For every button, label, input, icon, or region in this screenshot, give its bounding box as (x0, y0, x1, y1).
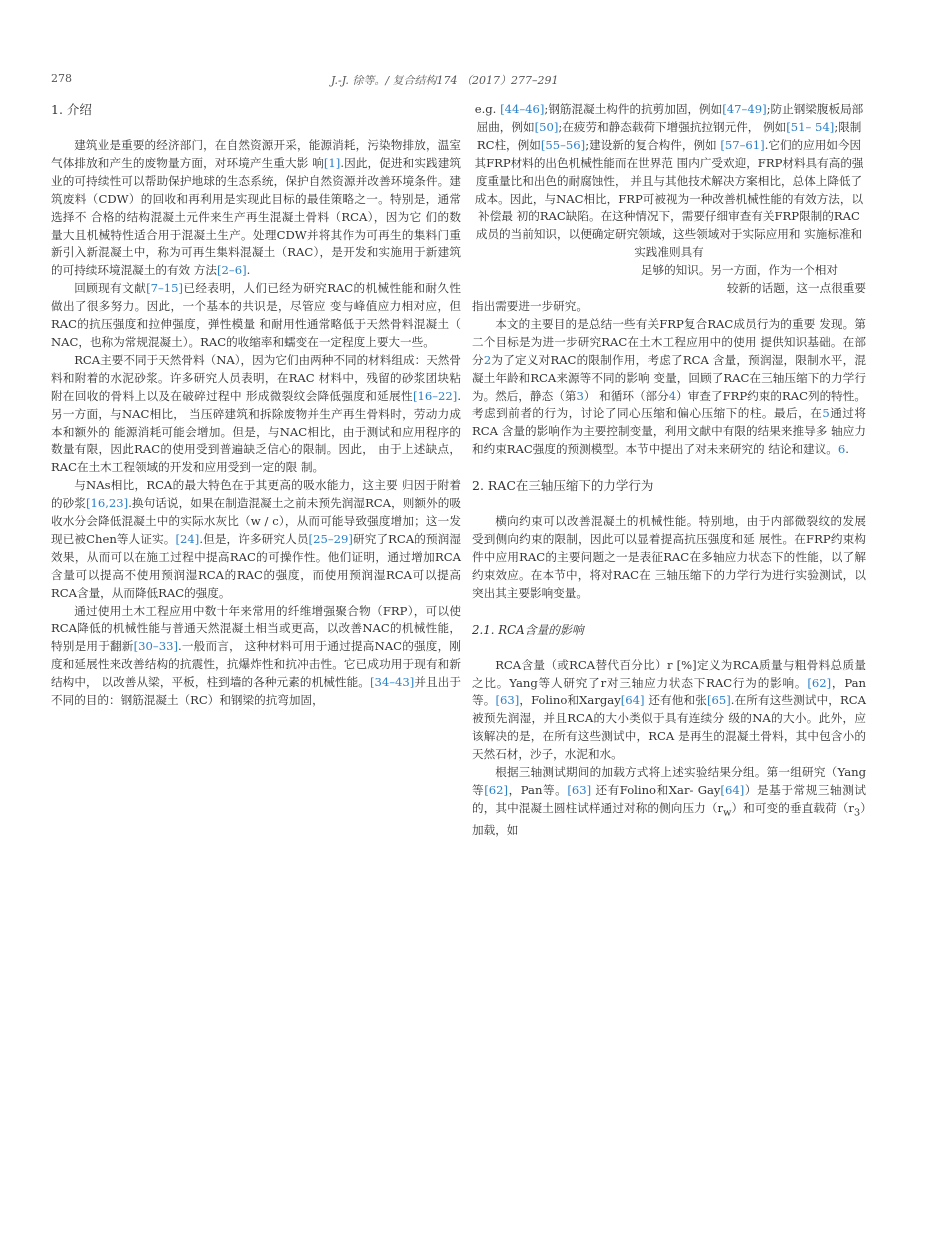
text-line: 较新的话题，这一点很重要 (726, 281, 866, 296)
citation-link[interactable]: [63] (495, 693, 520, 708)
paragraph: 横向约束可以改善混凝土的机械性能。特别地，由于内部微裂纹的发展受到侧向约束的限制，因此可以显着提高抗压强度和延 展性。在FRP约束构件中应用RAC的主要问题之一是表征RAC在多轴应力状态下的性能，以了解约束效应。在本节中，将对RAC在 三轴压缩下的力学行为进行实验测试，以突出其主要影响变量。 (472, 514, 866, 600)
citation-link[interactable]: [24] (175, 531, 200, 546)
text: 还有Folino和Xar- Gay (591, 783, 721, 797)
citation-link[interactable]: [57–61] (720, 137, 765, 152)
left-column (51, 101, 461, 710)
text: 通过将RCA 含量的影响作为主要控制变量，利用文献中有限的结果来推导多 轴应力和约束RAC强度的预测模型。本节中提出了对未来研究的 结论和建议。 (472, 406, 866, 457)
text-line: 指出需要进一步研究。 (472, 298, 588, 313)
text: 本文的主要目的是总结一些有关FRP复合RAC成员行为的重要 发现。第二个目标是为进一步研究RAC在土木工程应用中的使用 提供知识基础。在部分 (472, 316, 866, 367)
text: ） 和循环（部分 (583, 388, 669, 403)
text: RCA主要不同于天然骨料（NA），因为它们由两种不同的材料组成：天然骨料和附着的水泥砂浆。许多研究人员表明，在RAC 材料中，残留的砂浆团块粘附在回收的骨料上以及在破碎过程中 形成微裂纹会降低强度和延展性 (51, 352, 461, 403)
text: 已经表明，人们已经为研究RAC的机械性能和耐久性做出了很多努力。因此，一个基本的共识是，尽管应 变与峰值应力相对应，但RAC的抗压强度和拉伸强度，弹性模量 和耐用性通常略低于天然骨料混凝土（ NAC，也称为常规混凝土）。RAC的收缩率和蠕变在一定程度上要大一些。 (51, 281, 461, 349)
citation-link[interactable]: [55–56] (540, 137, 586, 152)
text: .一般而言， 这种材料可用于通过提高NAC的强度，刚度和延展性来改善结构的抗震性，抗爆炸性和抗冲击性。它已成功用于现有和新结构中， 以改善从梁，平板，柱到墙的各种元素的机械性能。 (51, 639, 461, 690)
citation-link[interactable]: [63] (567, 783, 592, 797)
paragraph (472, 657, 866, 764)
text: e.g. (474, 102, 501, 116)
citation-link[interactable]: [64] (720, 783, 745, 797)
section-link[interactable]: 6 (837, 442, 846, 457)
citation-link[interactable]: [16,23] (85, 496, 129, 511)
citation-link[interactable]: [16–22] (412, 388, 458, 403)
text: 回顾现有文献 (74, 281, 147, 296)
citation-link[interactable]: [64] (620, 693, 645, 708)
paragraph (472, 764, 866, 840)
text: ;建设新的复合构件，例如 (585, 137, 721, 152)
text: ，Folino和Xargay (519, 693, 621, 708)
citation-link[interactable]: [65] (706, 693, 731, 708)
citation-link[interactable]: [62] (807, 675, 832, 690)
citation-link[interactable]: [34–43] (369, 675, 415, 690)
text: 为了定义对RAC的限制作用，考虑了RCA 含量，预润湿，限制水平，混凝土年龄和RCA来源等不同的影响 变量，回顾了RAC在三轴压缩下的力学行为。然后，静态（第 (472, 352, 866, 403)
paragraph (51, 603, 461, 710)
text: . (246, 263, 251, 278)
paragraph (51, 352, 461, 477)
text: .它们的应用如今因其FRP材料的出色机械性能而在世界范 围内广受欢迎，FRP材料具有高的强度重量比和出色的耐腐蚀性， 并且与其他技术解决方案相比，总体上降低了成本。因此，与NAC相比，FRP可被视为一种改善机械性能的有效方法，以补偿最 初的RAC缺陷。在这种情况下，需要仔细审查有关FRP限制的RAC 成员的当前知识，以便确定研究领域，这些领域对于实际应用和 实施标准和实践准则具有 (474, 137, 864, 260)
right-column (472, 101, 866, 840)
subscript: 3 (853, 807, 861, 819)
text: ;在疲劳和静态载荷下增强抗拉钢元件， 例如 (558, 119, 787, 134)
text: ）是基于常规三轴测试的，其中混凝土圆柱试样通过对称的侧向压力（r (472, 783, 866, 815)
text: 研究了RCA的预润湿效果，从而可以在施工过程中提高RAC的可操作性。他们证明，通过增加RCA含量可以提高不使用预润湿RCA的RAC的强度，而使用预润湿RCA可以提高RCA含量，从而降低RAC的强度。 (51, 531, 461, 600)
text: ;钢筋混凝土构件的抗剪加固，例如 (544, 102, 723, 116)
section-1-title: 1. 介绍 (51, 102, 92, 117)
subscript: w (723, 807, 732, 819)
text: .另一方面，与NAC相比， 当压碎建筑和拆除废物并生产再生骨料时，劳动力成本和额外的 能源消耗可能会增加。但是，与NAC相比，由于测试和应用程序的数量有限，因此RAC的使用受到普遍缺乏信心的限制。因此， 由于上述缺点，RAC在土木工程领域的开发和应用受到一定的限 制。 (51, 388, 461, 475)
text: 并且出于不同的目的：钢筋混凝土（RC）和钢梁的抗弯加固， (51, 675, 461, 708)
text: .换句话说，如果在制造混凝土之前未预先润湿RCA，则额外的吸收水分会降低混凝土中的实际水灰比（w / c），从而可能导致强度增加；这一发现已被Chen等人证实。 (51, 496, 461, 546)
section-link[interactable]: 5 (822, 406, 830, 421)
page-number: 278 (51, 72, 72, 85)
text: 建筑业是重要的经济部门，在自然资源开采，能源消耗，污染物排放，温室气体排放和产生的废物量方面，对环境产生重大影 响 (51, 138, 461, 170)
text: 还有他和张 (644, 693, 707, 708)
citation-link[interactable]: [47–49] (722, 102, 767, 116)
text: ）和可变的垂直载荷（r (731, 800, 854, 815)
citation-link[interactable]: [30–33] (133, 639, 178, 654)
section-2-title: 2. RAC在三轴压缩下的力学行为 (472, 478, 654, 494)
text: ）加载，如 (472, 800, 867, 838)
text: ;防止钢梁腹板局部屈曲，例如 (476, 102, 864, 134)
text: ;限制RC柱，例如 (476, 119, 862, 152)
section-link[interactable]: 3 (576, 388, 584, 403)
paragraph (472, 316, 866, 459)
text: RCA含量（或RCA替代百分比）r [%]定义为RCA质量与粗骨料总质量之比。Yang等人研究了r对三轴应力状态下RAC行为的影响。 (472, 657, 866, 690)
running-head: J.-J. 徐等。/ 复合结构174 （2017）277–291 (331, 74, 559, 87)
text: ）审查了FRP约束的RAC列的特性。考虑到前者的行为，讨论了同心压缩和偏心压缩下的柱。最后，在 (472, 388, 866, 421)
text: .因此，促进和实践建筑业的可持续性可以帮助保护地球的生态系统，保护自然资源并改善环境条件。建筑废料（CDW）的回收和再利用是实现此目标的最佳策略之一。特别是，通常选择不 合格的结构混凝土元件来生产再生混凝土骨料（RCA），因为它 们的数量大且机械特性适合用于混凝土生产。处理CDW并将其作为可再生的集料门重新引入新混凝土中，称为可再生集料混凝土（RAC），是开发和实施用于新建筑的可持续环境混凝土的有效 方法 (51, 155, 462, 278)
text-line: 足够的知识。另一方面，作为一个相对 (640, 263, 838, 278)
paragraph (472, 101, 866, 262)
paragraph (51, 280, 461, 352)
citation-link[interactable]: [50] (534, 119, 559, 134)
text: .但是，许多研究人员 (199, 531, 309, 546)
citation-link[interactable]: [44–46] (500, 102, 545, 116)
text: ，Pan等。 (472, 675, 866, 708)
paragraph (51, 137, 461, 280)
citation-link[interactable]: [51– 54] (786, 119, 835, 134)
citation-link[interactable]: [7–15] (146, 281, 184, 296)
text: ，Pan等。 (508, 783, 568, 797)
section-link[interactable]: 4 (668, 388, 677, 403)
citation-link[interactable]: [62] (484, 783, 508, 797)
citation-link[interactable]: [2–6] (217, 263, 247, 278)
text: . (845, 442, 849, 457)
text: .在所有这些测试中，RCA被预先润湿，并且RCA的大小类似于具有连续分 级的NA的大小。此外，应该解决的是，在所有这些测试中，RCA 是再生的混凝土骨料，其中包含小的天然石材，沙子，水泥和水。 (472, 693, 866, 762)
text: 与NAs相比，RCA的最大特色在于其更高的吸水能力，这主要 归因于附着的砂浆 (51, 478, 461, 511)
subsection-2-1-title: 2.1. RCA含量的影响 (472, 622, 584, 637)
citation-link[interactable]: [25–29] (308, 531, 353, 546)
citation-link[interactable]: [1] (323, 155, 341, 170)
text: 通过使用土木工程应用中数十年来常用的纤维增强聚合物（FRP），可以使RCA降低的机械性能与普通天然混凝土相当或更高，以改善NAC的机械性能，特别是用于翻新 (51, 603, 461, 654)
section-link[interactable]: 2 (483, 352, 492, 367)
paragraph (51, 477, 461, 602)
text: 根据三轴测试期间的加载方式将上述实验结果分组。第一组研究（Yang等 (472, 765, 866, 797)
